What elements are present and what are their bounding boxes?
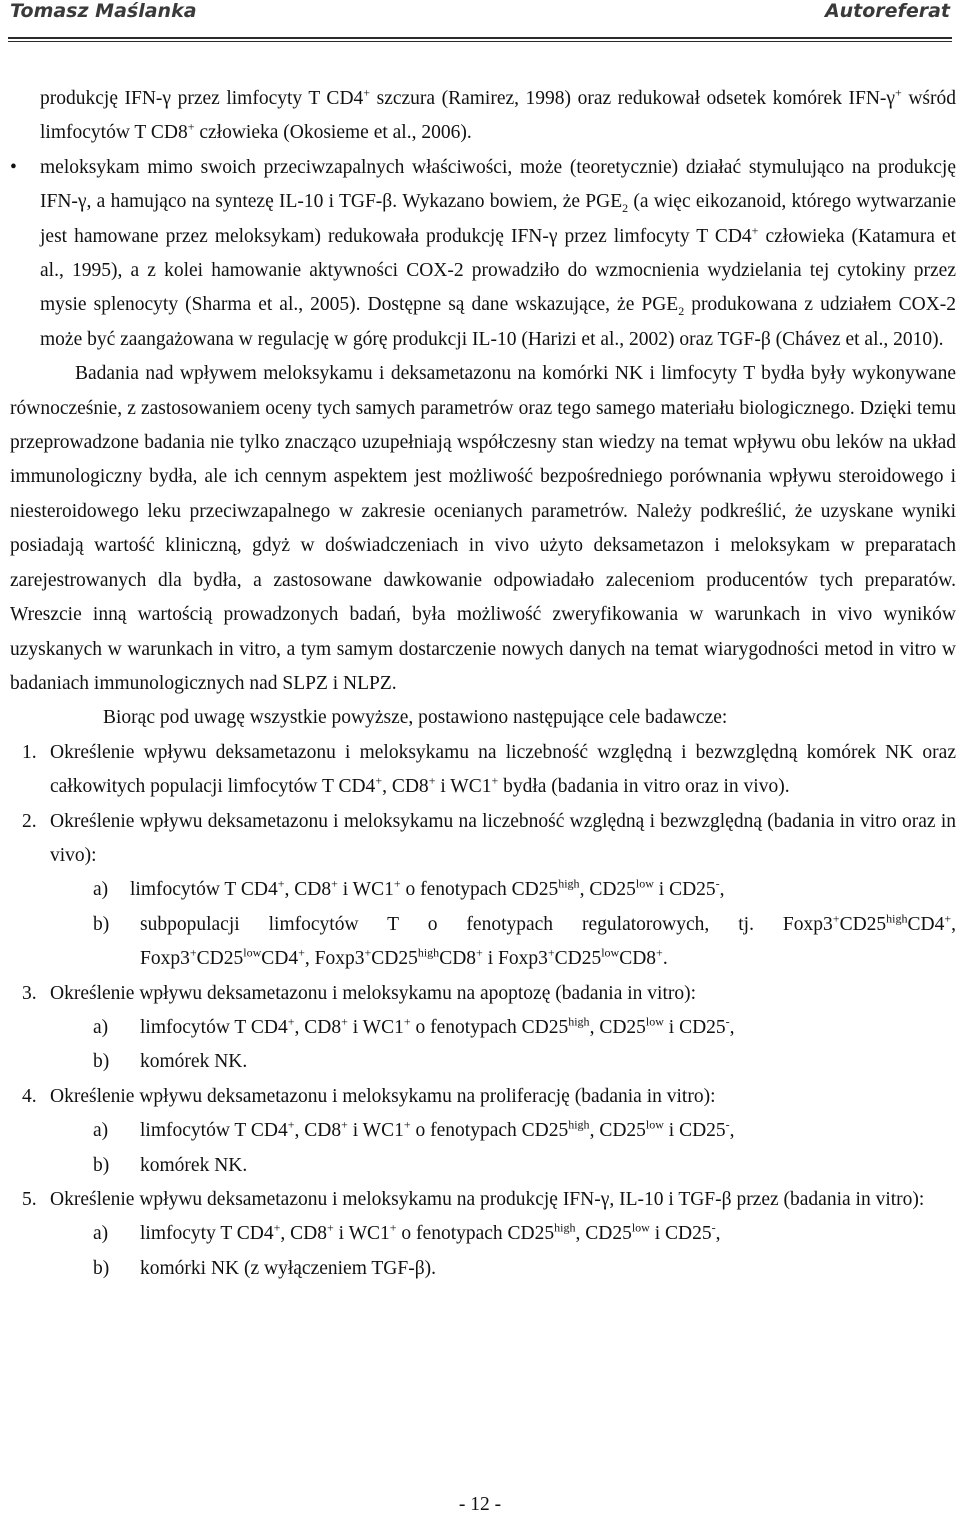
bullet-item: • meloksykam mimo swoich przeciwzapalnych właściwości, może (teoretycznie) działać stymulująco na produkcję IFN-γ, a hamująco na syntezę IL-10 i TGF-β. Wykazano bowiem, że $PGE_2$ (a więc eikozanoid, którego wytwarzanie jest hamowane przez meloksykam) redukowała produkcję IFN-γ przez limfocyty T CD4+ człowieka (Katamura et al., 1995), a z kolei hamowanie aktywności COX-2 prowadziło do wzmocnienia wydzielania tej cytokiny przez mysie splenocyty (Sharma et al., 2005). Dostępne są dane wskazujące, że $PGE_2$ produkowana z udziałem COX-2 może być zaangażowana w regulację w górę produkcji IL-10 (Harizi et al., 2002) oraz TGF-β (Chávez et al., 2010). — [10, 151, 956, 357]
goals-intro: Biorąc pod uwagę wszystkie powyższe, postawiono następujące cele badawcze: — [103, 707, 728, 729]
header-title: Autoreferat — [824, 0, 950, 22]
goal-2-subitem-b: b) subpopulacji limfocytów T o fenotypach regulatorowych, tj. $Foxp3^+CD25^{high}CD4^+$, $Foxp3^+CD25^{low}CD4^+$, $Foxp3^+CD25^{high}CD8^+$ i $Foxp3^+CD25^{low}CD8^+$. — [93, 911, 956, 970]
goal-item-3: 3. Określenie wpływu deksametazonu i meloksykamu na apoptozę (badania in vitro): — [22, 982, 697, 1004]
bullet-icon: • — [10, 156, 17, 178]
goal-item-1: 1. Określenie wpływu deksametazonu i meloksykamu na liczebność względną i bezwzględną komórek NK oraz całkowitych populacji limfocytów T CD4+, CD8+ i WC1+ bydła (badania in vitro oraz in vivo). — [22, 741, 956, 798]
header-author: Tomasz Maślanka — [10, 0, 197, 22]
goal-5-subitem-b: b) komórki NK (z wyłączeniem TGF-β). — [93, 1257, 437, 1279]
document-body — [10, 82, 956, 1286]
continuation-text: produkcję IFN-γ przez limfocyty T CD4+ szczura (Ramirez, 1998) oraz redukował odsetek komórek IFN-γ+ wśród limfocytów T CD8+ człowieka (Okosieme et al., 2006). — [40, 85, 957, 144]
goal-item-4: 4. Określenie wpływu deksametazonu i meloksykamu na proliferację (badania in vitro): — [22, 1085, 716, 1107]
goal-2-subitem-a: a) limfocytów T CD4+, CD8+ i WC1+ o fenotypach $CD25^{high}$, $CD25^{low}$ i CD25-, — [93, 876, 725, 901]
goal-5-subitem-a: a) limfocyty T CD4+, CD8+ i WC1+ o fenotypach $CD25^{high}$, $CD25^{low}$ i CD25-, — [93, 1220, 721, 1245]
page-number: - 12 - — [458, 1494, 502, 1515]
header-rule-thin — [8, 41, 952, 42]
goal-3-subitem-b: b) komórek NK. — [93, 1051, 248, 1073]
header-rule — [8, 37, 952, 39]
goal-3-subitem-a: a) limfocytów T CD4+, CD8+ i WC1+ o fenotypach $CD25^{high}$, $CD25^{low}$ i CD25-, — [93, 1014, 735, 1038]
goal-item-5: 5. Określenie wpływu deksametazonu i meloksykamu na produkcję IFN-γ, IL-10 i TGF-β przez (badania in vitro): — [22, 1189, 925, 1210]
goal-4-subitem-b: b) komórek NK. — [93, 1154, 248, 1176]
goal-4-subitem-a: a) limfocytów T CD4+, CD8+ i WC1+ o fenotypach $CD25^{high}$, $CD25^{low}$ i CD25-, — [93, 1117, 735, 1142]
goal-item-2: 2. Określenie wpływu deksametazonu i meloksykamu na liczebność względną i bezwzględną (badania in vitro oraz in vivo): — [22, 810, 956, 866]
body-paragraph: Badania nad wpływem meloksykamu i deksametazonu na komórki NK i limfocyty T bydła były wykonywane równocześnie, z zastosowaniem oceny tych samych parametrów oraz tego samego materiału biologicznego. Dzięki temu przeprowadzone badania nie tylko znacząco uzupełniają współczesny stan wiedzy na temat wpływu obu leków na układ immunologiczny bydła, ale ich cennym aspektem jest możliwość bezpośredniego porównania wpływu steroidowego i niesteroidowego leku przeciwzapalnego w zakresie ocenianych parametrów. Należy podkreślić, że uzyskane wyniki posiadają wartość kliniczną, gdyż w doświadczeniach in vivo użyto deksametazon i meloksykam w preparatach zarejestrowanych dla bydła, a zastosowane dawkowanie odpowiadało zaleceniom producentów tych preparatów. Wreszcie inną wartością prowadzonych badań, była możliwość zweryfikowania w warunkach in vivo wyników uzyskanych w warunkach in vitro, a tym samym dostarczenie nowych danych na temat wiarygodności metod in vitro w badaniach immunologicznych nad SLPZ i NLPZ. — [10, 363, 956, 694]
